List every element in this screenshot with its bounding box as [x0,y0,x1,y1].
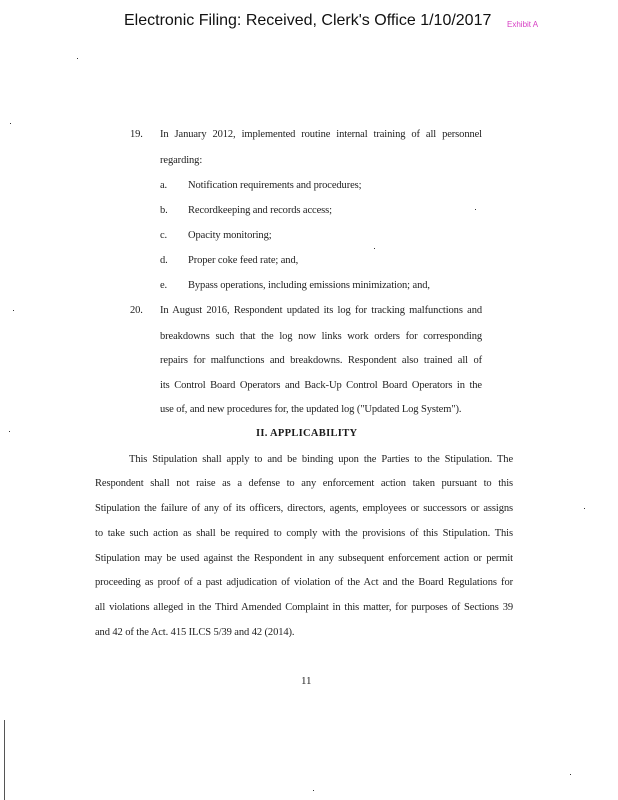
paragraph-line: Respondent shall not raise as a defense to any enforcement action taken pursuant to this [95,478,513,489]
paragraph-line: and 42 of the Act. 415 ILCS 5/39 and 42 (2014). [95,627,295,638]
list-item: Recordkeeping and records access; [188,205,332,216]
list-item: Proper coke feed rate; and, [188,255,299,266]
paragraph-line: This Stipulation shall apply to and be binding upon the Parties to the Stipulation. The [129,454,513,465]
scan-speck [313,790,314,791]
scan-speck [9,431,10,432]
list-item: Opacity monitoring; [188,230,272,241]
scan-speck [570,774,571,775]
paragraph-line: In August 2016, Respondent updated its log for tracking malfunctions and [160,305,482,316]
list-item-letter: a. [160,180,168,191]
exhibit-label: Exhibit A [507,20,539,29]
paragraph-line: to take such action as shall be required to comply with the provisions of this Stipulation. This [95,528,513,539]
paragraph-line: breakdowns such that the log now links work orders for corresponding [160,331,482,342]
scan-speck [10,123,11,124]
page-number: 11 [301,675,312,687]
list-item-letter: b. [160,205,168,216]
paragraph-line: Stipulation the failure of any of its officers, directors, agents, employees or successors or assigns [95,503,513,514]
paragraph-line: repairs for malfunctions and breakdowns. Respondent also trained all of [160,355,482,366]
paragraph-line: proceeding as proof of a past adjudication of violation of the Act and the Board Regulations for [95,577,513,588]
list-item-letter: e. [160,280,168,291]
paragraph-line: all violations alleged in the Third Amended Complaint in this matter, for purposes of Sections 39 [95,602,513,613]
scan-speck [13,310,14,311]
paragraph-line: regarding: [160,155,203,166]
paragraph-line: use of, and new procedures for, the updated log ("Updated Log System"). [160,404,462,415]
paragraph-line: In January 2012, implemented routine internal training of all personnel [160,129,482,140]
list-item-letter: d. [160,255,168,266]
filing-header: Electronic Filing: Received, Clerk's Office 1/10/2017 [124,12,492,29]
paragraph-line: its Control Board Operators and Back-Up Control Board Operators in the [160,380,482,391]
scan-speck [77,58,78,59]
scan-edge-line [4,720,5,800]
section-heading: II. APPLICABILITY [256,428,358,439]
scan-speck [584,508,585,509]
scan-speck [374,248,375,249]
list-item: Notification requirements and procedures; [188,180,362,191]
paragraph-line: Stipulation may be used against the Respondent in any subsequent enforcement action or permit [95,553,513,564]
paragraph-number: 20. [130,305,143,316]
list-item: Bypass operations, including emissions minimization; and, [188,280,430,291]
scan-speck [475,209,476,210]
paragraph-number: 19. [130,129,143,140]
list-item-letter: c. [160,230,168,241]
